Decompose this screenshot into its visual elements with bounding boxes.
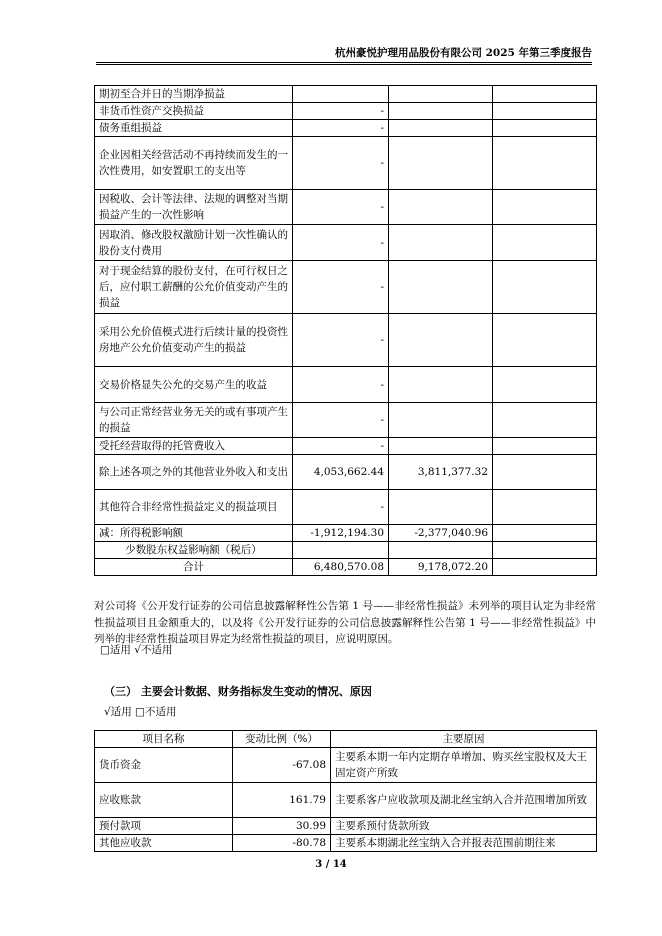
row-item: 交易价格显失公允的交易产生的收益 xyxy=(95,367,293,403)
row-note xyxy=(493,438,597,455)
row-note xyxy=(493,190,597,225)
row-ratio: -67.08 xyxy=(233,748,331,783)
table-row xyxy=(95,314,597,367)
row-amount: - xyxy=(293,438,389,455)
table-row xyxy=(95,438,597,455)
row-item: 非货币性资产交换损益 xyxy=(95,103,293,120)
row-prior xyxy=(389,438,493,455)
header-main-reason: 主要原因 xyxy=(331,731,597,748)
non-recurring-gains-table xyxy=(94,85,597,576)
table-row xyxy=(95,835,597,852)
row-item: 减：所得税影响额 xyxy=(95,525,293,542)
row-prior xyxy=(389,86,493,103)
table-row xyxy=(95,455,597,490)
row-note xyxy=(493,559,597,576)
table-row xyxy=(95,525,597,542)
row-note xyxy=(493,225,597,261)
change-reasons-table xyxy=(94,730,597,852)
row-prior xyxy=(389,367,493,403)
row-prior xyxy=(389,542,493,559)
row-prior xyxy=(389,403,493,438)
row-item: 期初至合并日的当期净损益 xyxy=(95,86,293,103)
row-note xyxy=(493,261,597,314)
table-row xyxy=(95,542,597,559)
row-item: 债务重组损益 xyxy=(95,120,293,137)
row-amount: 6,480,570.08 xyxy=(293,559,389,576)
row-amount: 4,053,662.44 xyxy=(293,455,389,490)
row-reason: 主要系本期湖北丝宝纳入合并报表范围前期往来 xyxy=(331,835,597,852)
table-header-row xyxy=(95,731,597,748)
row-item: 合计 xyxy=(95,559,293,576)
row-reason: 主要系本期一年内定期存单增加、购买丝宝股权及大王固定资产所致 xyxy=(331,748,597,783)
section-title: （三） 主要会计数据、财务指标发生变动的情况、原因 xyxy=(104,685,372,698)
table-row xyxy=(95,103,597,120)
table-row-total xyxy=(95,559,597,576)
row-note xyxy=(493,86,597,103)
table-row xyxy=(95,490,597,525)
row-amount: - xyxy=(293,120,389,137)
table-row xyxy=(95,190,597,225)
row-item: 其他符合非经常性损益定义的损益项目 xyxy=(95,490,293,525)
row-amount: - xyxy=(293,261,389,314)
row-ratio: 161.79 xyxy=(233,783,331,818)
row-note xyxy=(493,314,597,367)
row-item: 因税收、会计等法律、法规的调整对当期损益产生的一次性影响 xyxy=(95,190,293,225)
row-note xyxy=(493,120,597,137)
page-header: 杭州豪悦护理用品股份有限公司 2025 年第三季度报告 xyxy=(334,47,592,59)
row-amount: - xyxy=(293,225,389,261)
row-prior: 9,178,072.20 xyxy=(389,559,493,576)
row-reason: 主要系客户应收款项及湖北丝宝纳入合并范围增加所致 xyxy=(331,783,597,818)
header-rule xyxy=(96,62,592,63)
table-row xyxy=(95,261,597,314)
row-note xyxy=(493,403,597,438)
row-name: 货币资金 xyxy=(95,748,233,783)
table-row xyxy=(95,367,597,403)
row-note xyxy=(493,367,597,403)
row-note xyxy=(493,455,597,490)
row-amount: - xyxy=(293,314,389,367)
row-ratio: 30.99 xyxy=(233,818,331,835)
row-note xyxy=(493,542,597,559)
row-prior xyxy=(389,225,493,261)
table-row xyxy=(95,783,597,818)
row-note xyxy=(493,103,597,120)
table-row xyxy=(95,120,597,137)
row-amount: - xyxy=(293,190,389,225)
row-name: 预付款项 xyxy=(95,818,233,835)
header-change-ratio: 变动比例（%） xyxy=(233,731,331,748)
row-item: 受托经营取得的托管费收入 xyxy=(95,438,293,455)
row-reason: 主要系预付货款所致 xyxy=(331,818,597,835)
row-prior: 3,811,377.32 xyxy=(389,455,493,490)
row-amount: - xyxy=(293,103,389,120)
row-prior xyxy=(389,490,493,525)
row-amount: -1,912,194.30 xyxy=(293,525,389,542)
row-prior xyxy=(389,120,493,137)
row-amount: - xyxy=(293,403,389,438)
applicability-checkbox-2: √适用 □不适用 xyxy=(104,706,177,718)
row-item: 采用公允价值模式进行后续计量的投资性房地产公允价值变动产生的损益 xyxy=(95,314,293,367)
row-amount: - xyxy=(293,137,389,190)
table-row xyxy=(95,403,597,438)
row-amount xyxy=(293,86,389,103)
row-prior xyxy=(389,103,493,120)
table-row xyxy=(95,225,597,261)
table-row xyxy=(95,748,597,783)
table-row xyxy=(95,86,597,103)
row-note xyxy=(493,525,597,542)
row-note xyxy=(493,137,597,190)
row-amount: - xyxy=(293,367,389,403)
row-item: 与公司正常经营业务无关的或有事项产生的损益 xyxy=(95,403,293,438)
header-item-name: 项目名称 xyxy=(95,731,233,748)
row-amount xyxy=(293,542,389,559)
table-row xyxy=(95,818,597,835)
row-prior xyxy=(389,190,493,225)
page-number: 3 / 14 xyxy=(315,859,347,870)
row-prior xyxy=(389,261,493,314)
row-prior xyxy=(389,137,493,190)
row-prior xyxy=(389,314,493,367)
row-ratio: -80.78 xyxy=(233,835,331,852)
row-name: 应收账款 xyxy=(95,783,233,818)
row-name: 其他应收款 xyxy=(95,835,233,852)
applicability-checkbox-1: □适用 √不适用 xyxy=(100,644,173,656)
header-rule-double xyxy=(96,64,592,65)
row-item: 企业因相关经营活动不再持续而发生的一次性费用，如安置职工的支出等 xyxy=(95,137,293,190)
row-prior: -2,377,040.96 xyxy=(389,525,493,542)
row-item: 对于现金结算的股份支付，在可行权日之后，应付职工薪酬的公允价值变动产生的损益 xyxy=(95,261,293,314)
disclosure-note: 对公司将《公开发行证券的公司信息披露解释性公告第 1 号——非经常性损益》未列举的项目认定为非经常性损益项目且金额重大的，以及将《公开发行证券的公司信息披露解释性公告第 1 号——非经常性损益》中列举的非经常性损益项目界定为经常性损益的项目，应说明原因。 xyxy=(94,600,596,645)
row-item: 因取消、修改股权激励计划一次性确认的股份支付费用 xyxy=(95,225,293,261)
table-row xyxy=(95,137,597,190)
row-note xyxy=(493,490,597,525)
row-item: 少数股东权益影响额（税后） xyxy=(95,542,293,559)
row-amount: - xyxy=(293,490,389,525)
row-item: 除上述各项之外的其他营业外收入和支出 xyxy=(95,455,293,490)
